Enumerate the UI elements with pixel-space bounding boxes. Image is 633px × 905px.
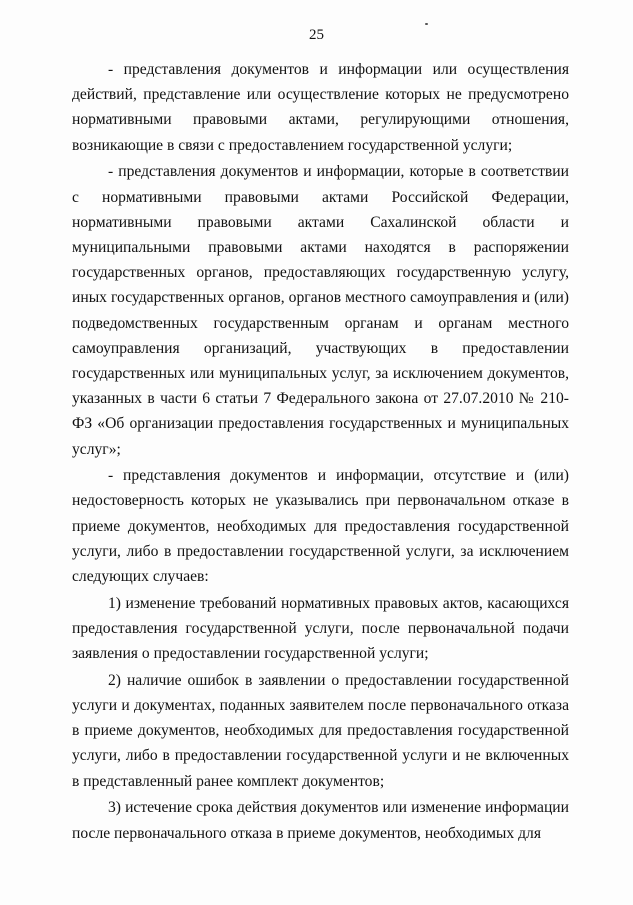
page-number: 25 xyxy=(309,27,324,43)
paragraph-item: - представления документов и информации, отсутствие и (или) недостоверность которых не указывались при первоначальном отказе в приеме документов, необходимых для предоставления государственной услуги, либо в предоставлении государственной услуги, за исключением следующих случаев: xyxy=(72,467,569,586)
paragraph-item: 2) наличие ошибок в заявлении о предоставлении государственной услуги и документах, поданных заявителем после первоначального отказа в приеме документов, необходимых для предоставления государственной услуги, либо в предоставлении государственной услуги и не включенных в представленный ранее комплект документов; xyxy=(72,671,569,790)
paragraph-item: 3) истечение срока действия документов или изменение информации после первоначального отказа в приеме документов, необходимых для xyxy=(72,799,569,842)
paragraph-item: - представления документов и информации или осуществления действий, представление или осуществление которых не предусмотрено нормативными правовыми актами, регулирующими отношения, возникающие в связи с предоставлением государственной услуги; xyxy=(72,61,569,154)
paragraph-item: - представления документов и информации, которые в соответствии с нормативными правовыми актами Российской Федерации, нормативными правовыми актами Сахалинской области и муниципальными правовыми актами находятся в распоряжении государственных органов, предоставляющих государственную услугу, иных государственных органов, органов местного самоуправления и (или) подведомственных государственным органам и органам местного самоуправления организаций, участвующих в предоставлении государственных или муниципальных услуг, за исключением документов, указанных в части 6 статьи 7 Федерального закона от 27.07.2010 № 210-ФЗ «Об организации предоставления государственных и муниципальных услуг»; xyxy=(72,163,569,458)
paragraph-item: 1) изменение требований нормативных правовых актов, касающихся предоставления государственной услуги, после первоначальной подачи заявления о предоставлении государственной услуги; xyxy=(72,594,569,663)
document-body xyxy=(72,57,569,846)
scan-speck xyxy=(425,23,428,25)
